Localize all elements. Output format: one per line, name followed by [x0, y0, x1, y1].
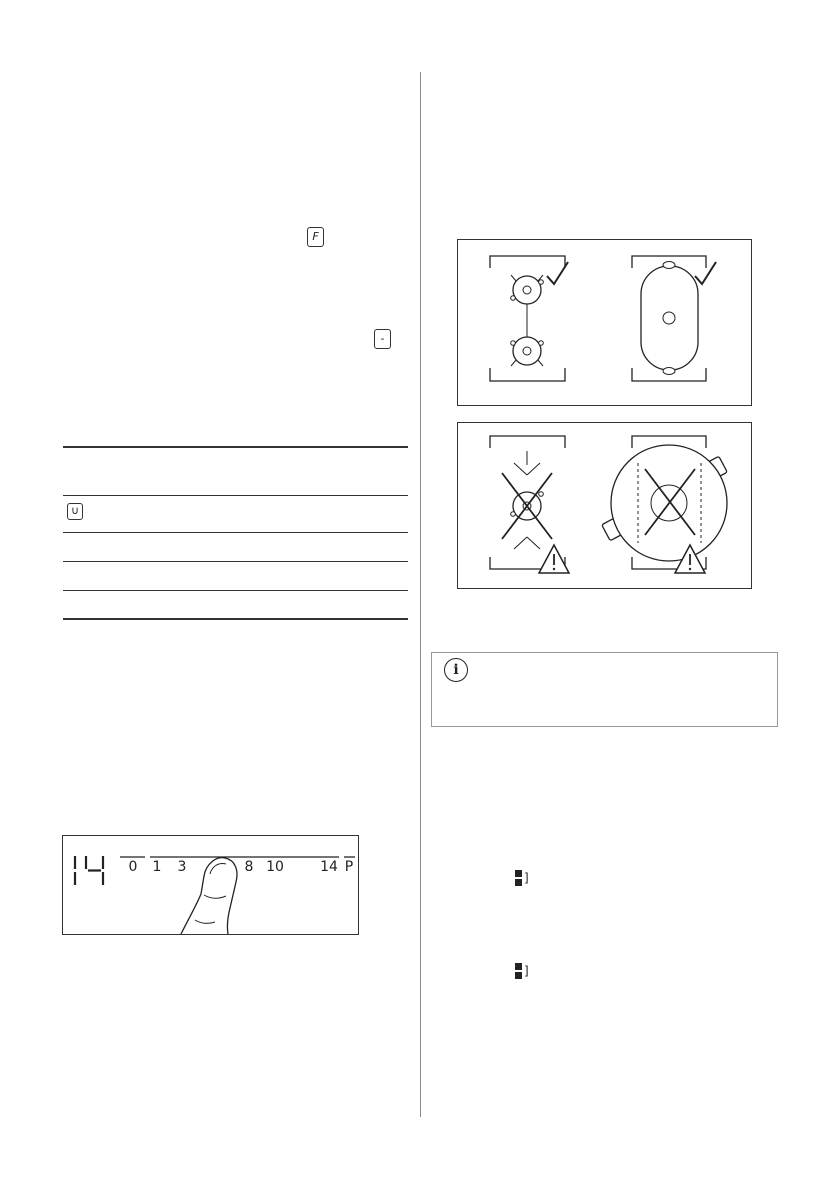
table-row-rule: [63, 561, 408, 562]
correct-placement-figure: [457, 239, 752, 406]
table-row-symbol-icon: ∪: [67, 503, 83, 520]
slider-label-8: 8: [244, 859, 254, 875]
table-top-rule: [63, 446, 408, 448]
column-divider: [420, 72, 421, 1117]
incorrect-placement-figure: [457, 422, 752, 589]
slider-label-0: 0: [128, 859, 138, 875]
slider-label-1: 1: [152, 859, 162, 875]
function-key-icon: F: [307, 227, 324, 247]
indicator-bracket: ]: [524, 871, 529, 885]
cooking-zone-indicator-icon: [515, 870, 533, 890]
cooking-zone-indicator-icon: [515, 963, 533, 983]
minus-key-icon: -: [374, 329, 391, 349]
slider-label-10: 10: [266, 859, 284, 875]
slider-label-3: 3: [177, 859, 187, 875]
slider-label-14: 14: [320, 859, 338, 875]
table-bottom-rule: [63, 618, 408, 620]
info-icon: i: [444, 658, 468, 682]
slider-label-p: P: [344, 859, 354, 875]
incorrect-placement-illustration: [458, 423, 751, 588]
correct-placement-illustration: [458, 240, 751, 405]
table-row-rule: [63, 590, 408, 591]
info-note-box: [431, 652, 778, 727]
control-panel-illustration: [62, 835, 359, 935]
table-row-rule: [63, 532, 408, 533]
indicator-bracket: ]: [524, 964, 529, 978]
finger-icon: [63, 836, 358, 934]
table-header-rule: [63, 495, 408, 496]
